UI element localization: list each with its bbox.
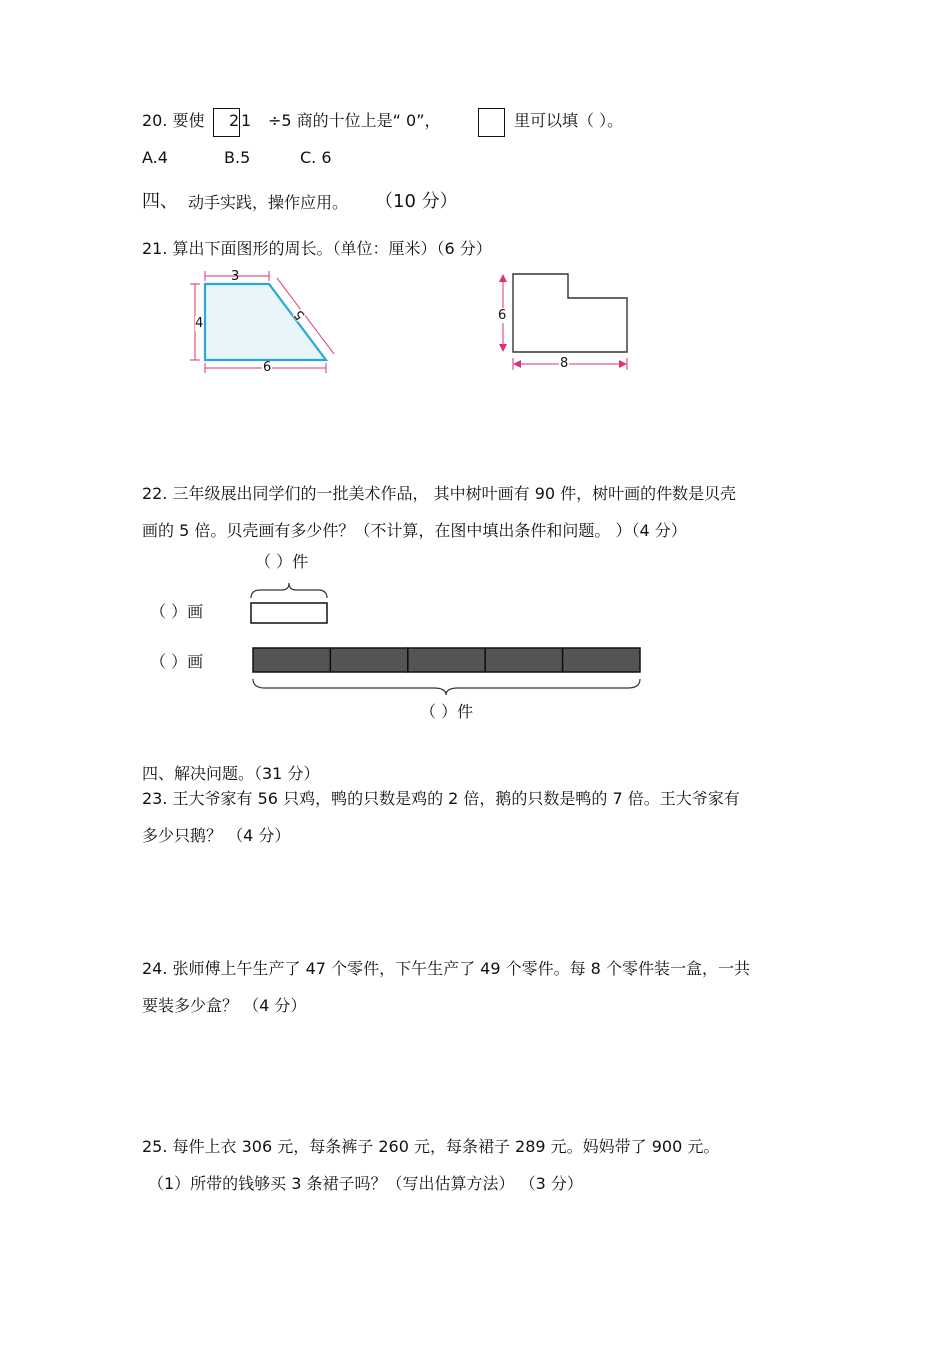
q22-top-blank: （ ）件 [255,552,309,571]
bar-segment [563,648,640,672]
trapezoid-top-label: 3 [231,269,240,284]
l-shape [513,274,627,352]
bar-model [251,583,640,695]
q20-suffix: 里可以填（ ）。 [514,111,624,130]
l-shape-width-label: 8 [560,356,569,371]
bottom-brace [253,679,640,695]
q23-line1: 23. 王大爷家有 56 只鸡，鸭的只数是鸡的 2 倍，鹅的只数是鸭的 7 倍。王大爷家有 [142,789,740,808]
section-problems-title: 四、解决问题。（31 分） [142,764,320,783]
q22-bottom-blank: （ ）件 [420,702,474,721]
bar-segment [408,648,485,672]
trapezoid-shape [205,284,326,360]
q24-line2: 要装多少盒？ （4 分） [142,996,307,1015]
q20-option-b: B.5 [224,148,251,167]
bar-segment [330,648,407,672]
top-brace [251,583,327,598]
q22-line1: 22. 三年级展出同学们的一批美术作品， 其中树叶画有 90 件，树叶画的件数是贝壳 [142,484,737,503]
q20-box-digit: 2 [229,111,240,130]
q20-digit-rest: 1 [241,111,252,130]
trapezoid-bottom-label: 6 [263,360,272,375]
q23-line2: 多少只鹅？ （4 分） [142,826,291,845]
section-score: （10 分） [375,191,458,212]
bar-segment [253,648,330,672]
q25-line1: 25. 每件上衣 306 元，每条裤子 260 元，每条裙子 289 元。妈妈带了 900 元。 [142,1137,720,1156]
q22-line2: 画的 5 倍。贝壳画有多少件？（不计算，在图中填出条件和问题。 ）（4 分） [142,521,687,540]
l-shape-height-label: 6 [498,308,507,323]
bar-segment [485,648,562,672]
trapezoid-left-label: 4 [195,316,204,331]
trapezoid-slant-label: 5 [291,306,309,323]
q22-row1-label: （ ）画 [150,602,204,621]
q20-divide-text: ÷5 商的十位上是“ 0”， [268,111,441,130]
q22-row2-label: （ ）画 [150,652,204,671]
trapezoid-figure [190,271,334,373]
shell-painting-bar [251,603,327,623]
q20-option-c: C. 6 [300,148,332,167]
q20-option-a: A.4 [142,148,168,167]
section-number: 四、 [142,191,178,212]
q20-prefix: 20. 要使 [142,111,205,130]
q24-line1: 24. 张师傅上午生产了 47 个零件，下午生产了 49 个零件。每 8 个零件装一盒，一共 [142,959,750,978]
section-title: 动手实践，操作应用。 [188,193,349,212]
leaf-painting-bar [253,648,640,672]
q21-text: 21. 算出下面图形的周长。（单位：厘米）（6 分） [142,239,492,258]
q25-sub1: （1）所带的钱够买 3 条裙子吗？（写出估算方法） （3 分） [148,1174,583,1193]
